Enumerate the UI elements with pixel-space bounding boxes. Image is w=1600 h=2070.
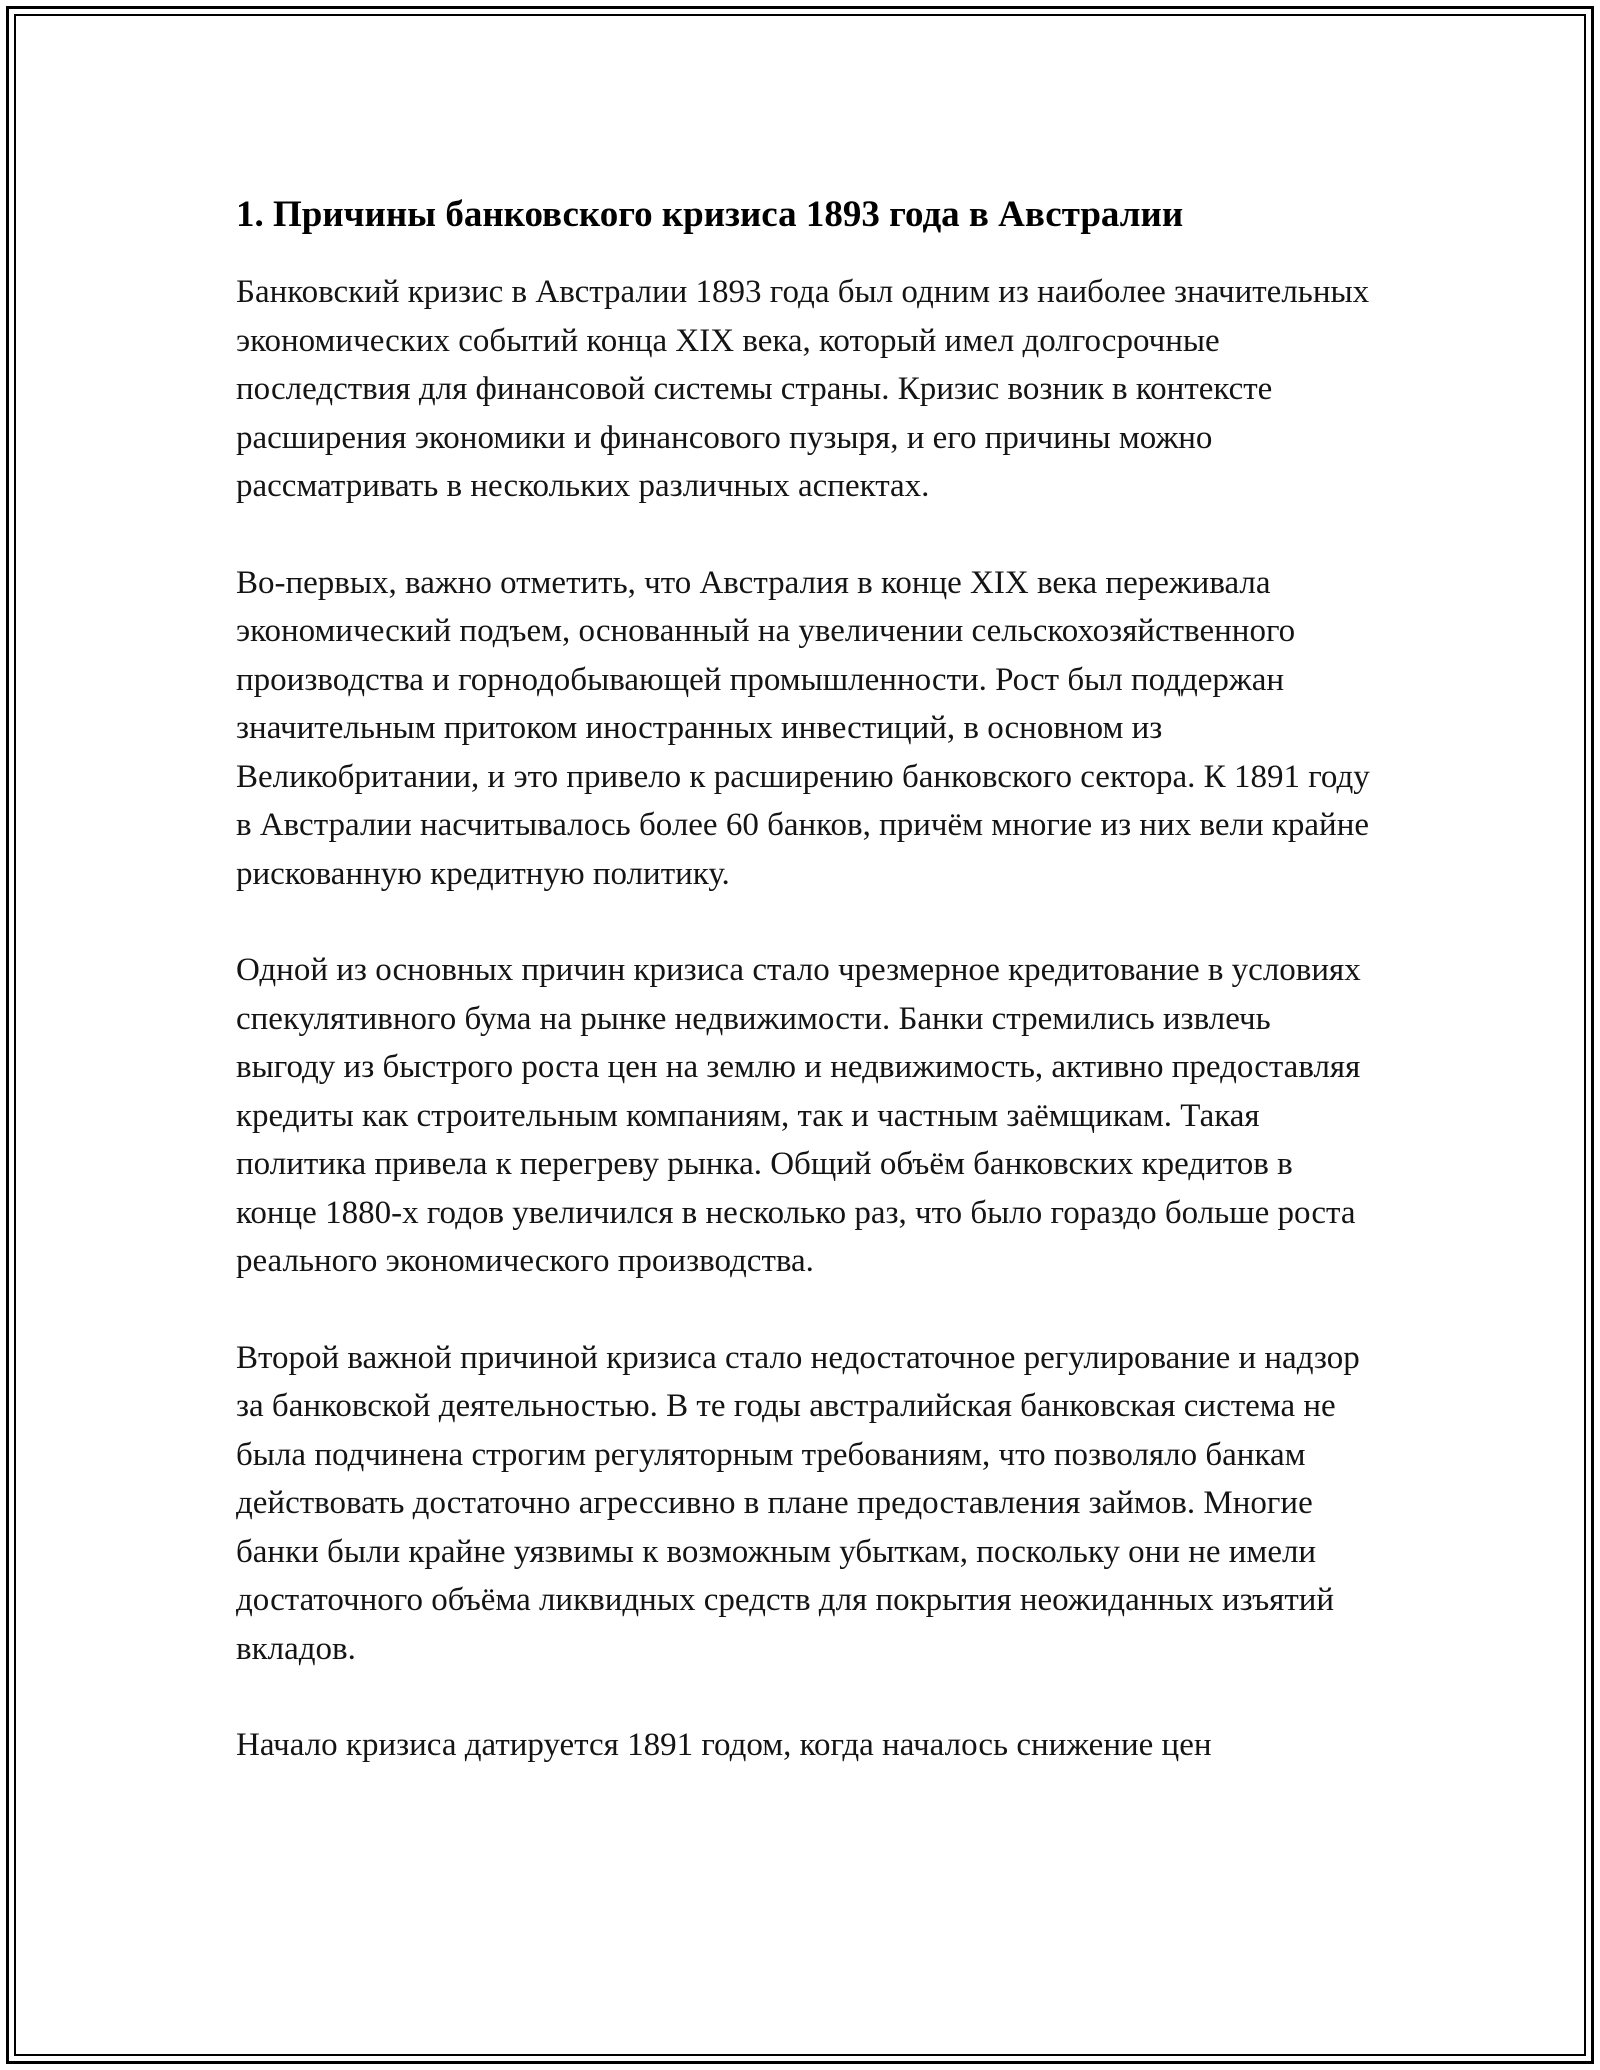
paragraph-crisis-start: Начало кризиса датируется 1891 годом, когда началось снижение цен [236, 1727, 1212, 1763]
paragraph-excessive-lending: Одной из основных причин кризиса стало чрезмерное кредитование в условиях спекулятивного бума на рынке недвижимости. Банки стремились извлечь выгоду из быстрого роста цен на землю и недвижимость, активно предоставляя кредиты как строительным компаниям, так и частным заёмщикам. Такая политика привела к перегреву рынка. Общий объём банковских кредитов в конце 1880-х годов увеличился в несколько раз, что было гораздо больше роста реального экономического производства. [236, 952, 1361, 1279]
paragraph-intro: Банковский кризис в Австралии 1893 года был одним из наиболее значительных экономических событий конца XIX века, который имел долгосрочные последствия для финансовой системы страны. Кризис возник в контексте расширения экономики и финансового пузыря, и его причины можно рассматривать в нескольких различных аспектах. [236, 274, 1370, 504]
paragraph-economic-boom: Во-первых, важно отметить, что Австралия в конце XIX века переживала экономический подъем, основанный на увеличении сельскохозяйственного производства и горнодобывающей промышленности. Рост был поддержан значительным притоком иностранных инвестиций, в основном из Великобритании, и это привело к расширению банковского сектора. К 1891 году в Австралии насчитывалось более 60 банков, причём многие из них вели крайне рискованную кредитную политику. [236, 564, 1370, 892]
section-heading: 1. Причины банковского кризиса 1893 года в Австралии [236, 194, 1184, 235]
document-body [236, 190, 1376, 1818]
paragraph-weak-regulation: Второй важной причиной кризиса стало недостаточное регулирование и надзор за банковской деятельностью. В те годы австралийская банковская система не была подчинена строгим регуляторным требованиям, что позволяло банкам действовать достаточно агрессивно в плане предоставления займов. Многие банки были крайне уязвимы к возможным убыткам, поскольку они не имели достаточного объёма ликвидных средств для покрытия неожиданных изъятий вкладов. [236, 1339, 1360, 1667]
